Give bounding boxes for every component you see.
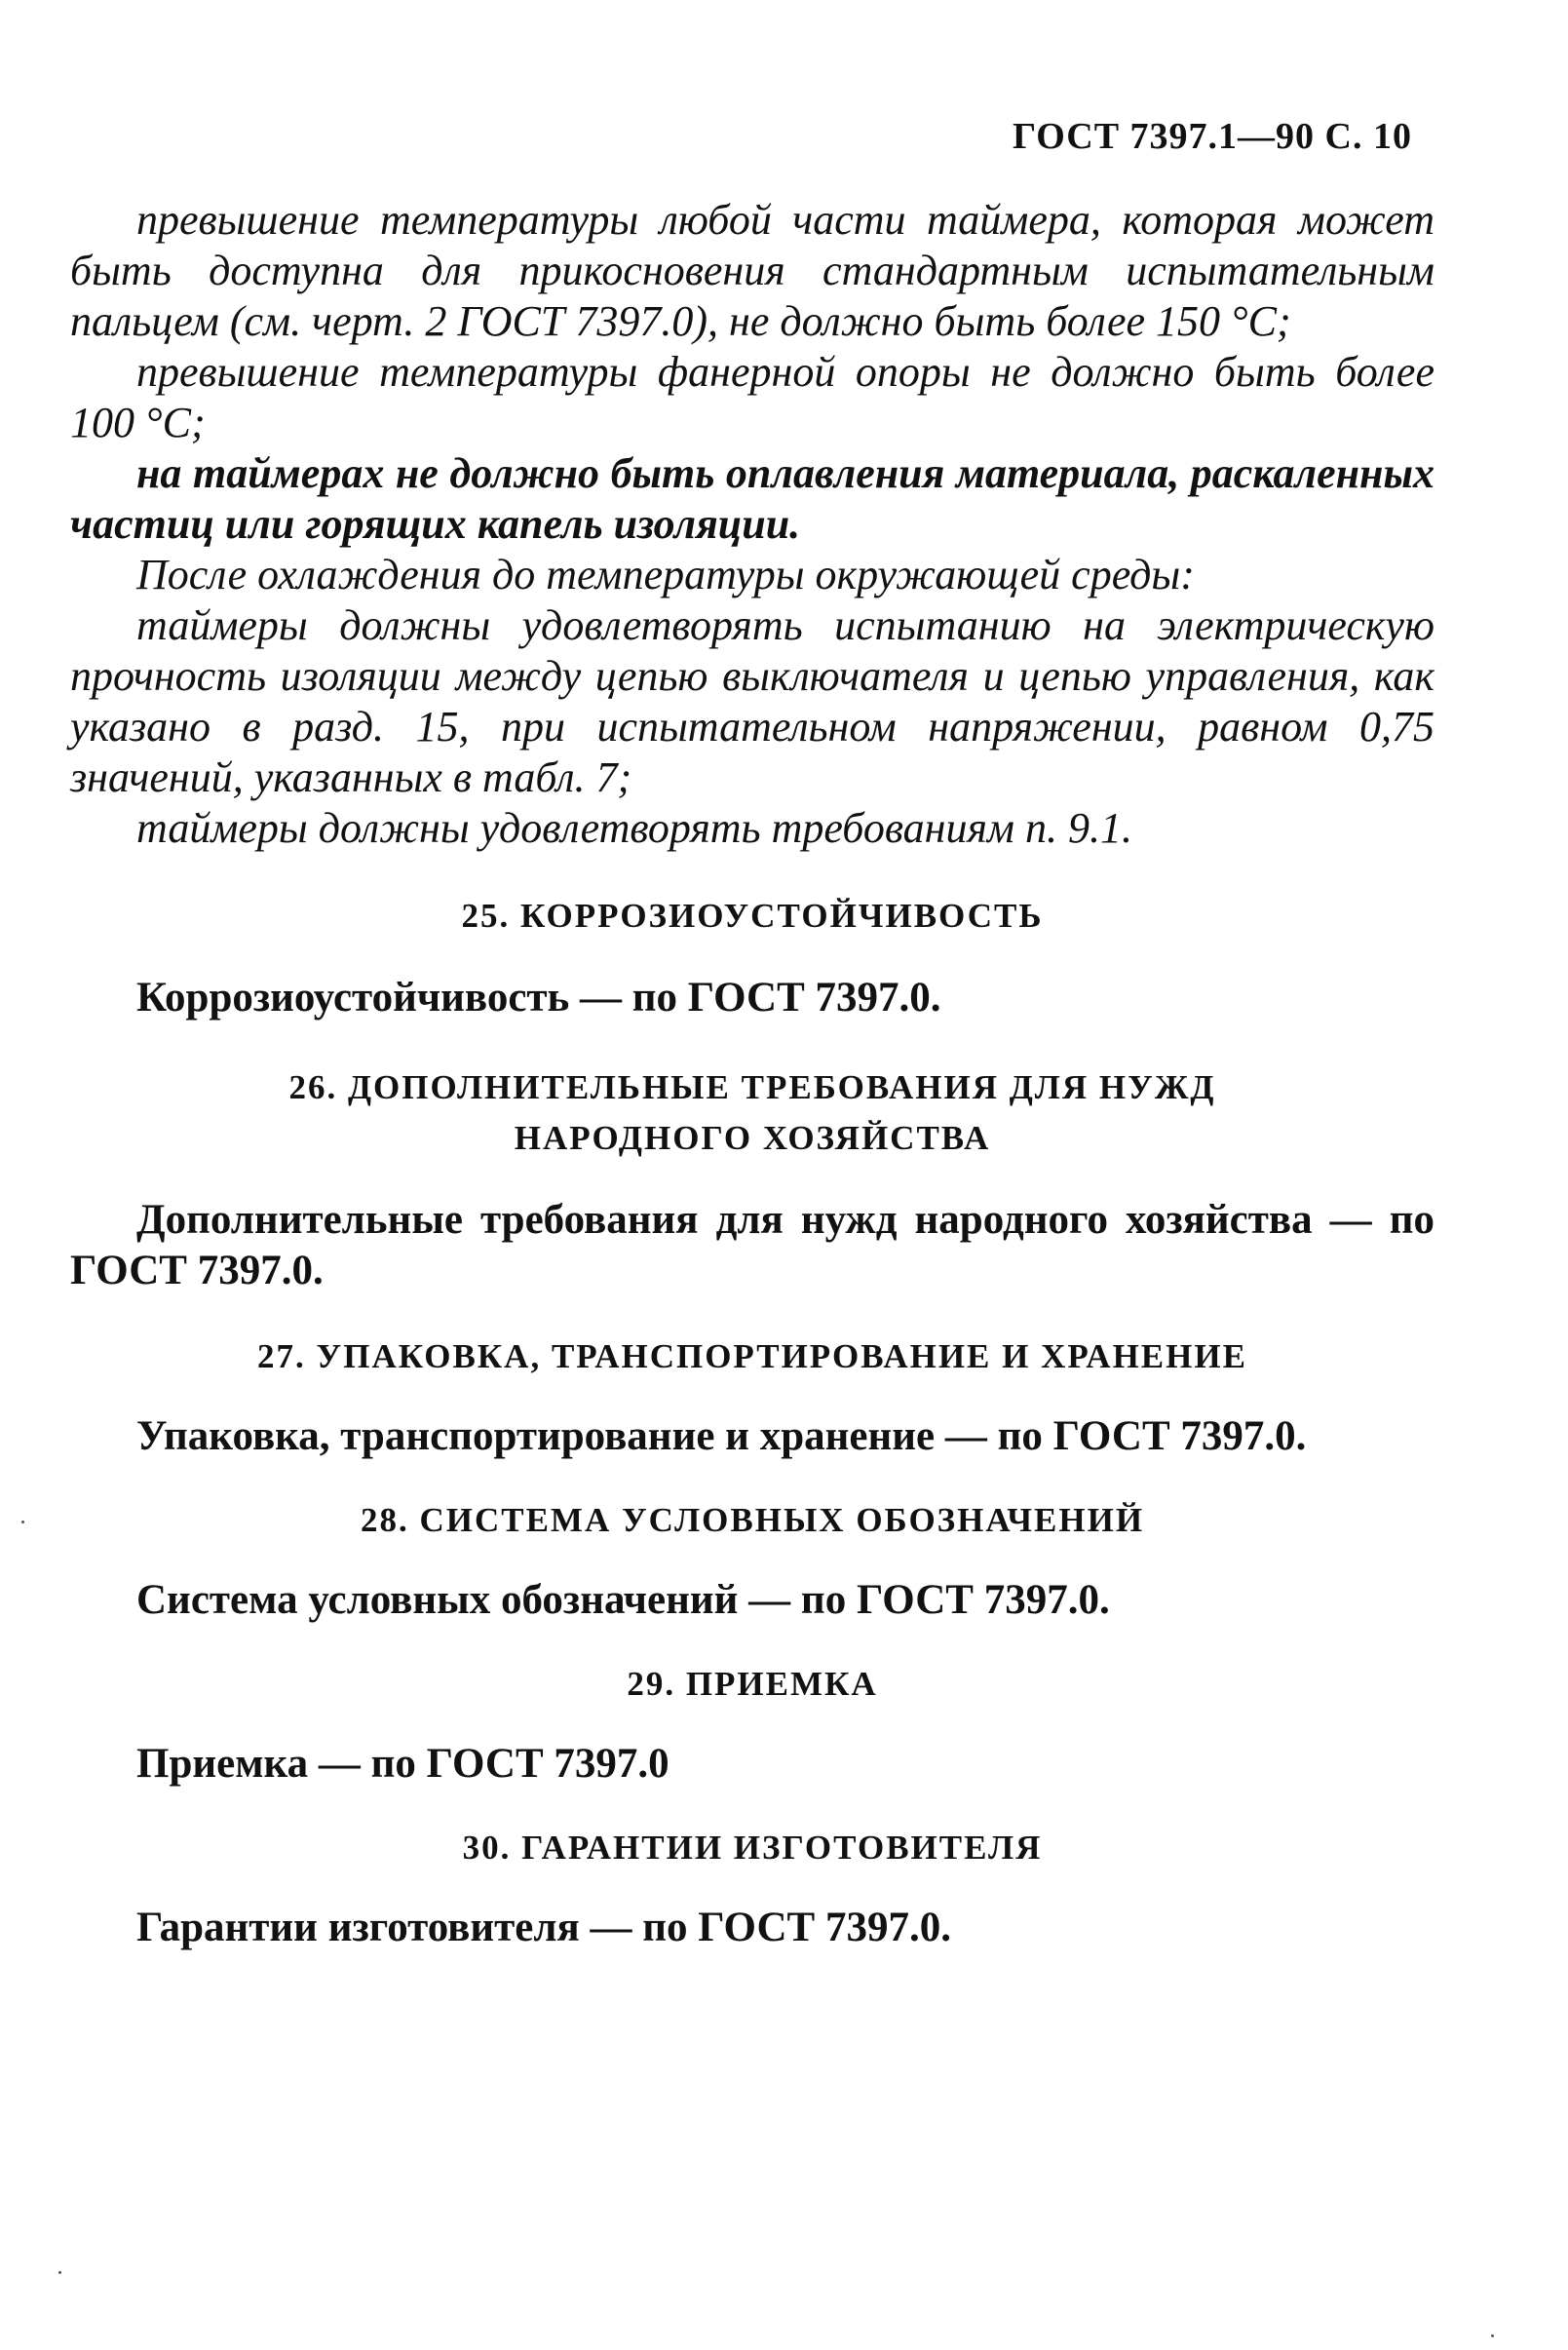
scan-speck (21, 1521, 24, 1523)
intro-paragraph-4: После охлаждения до температуры окружающей среды: (136, 551, 1195, 598)
section-heading-29: 29. ПРИЕМКА (627, 1665, 878, 1703)
section-text-26: Дополнительные требования для нужд народного хозяйства — по ГОСТ 7397.0. (70, 1197, 1434, 1293)
intro-paragraph-5: таймеры должны удовлетворять испытанию на электрическую прочность изоляции между цепью выключателя и цепью управления, как указано в разд. 15, при испытательном напряжении, равном 0,75 значений, указанных в табл. 7; (70, 601, 1434, 801)
section-heading-27: 27. УПАКОВКА, ТРАНСПОРТИРОВАНИЕ И ХРАНЕНИЕ (257, 1337, 1247, 1375)
scan-speck (58, 2271, 61, 2274)
scan-speck (1491, 2334, 1494, 2337)
intro-paragraph-1: превышение температуры любой части таймера, которая может быть доступна для прикосновения стандартным испытательным пальцем (см. черт. 2 ГОСТ 7397.0), не должно быть более 150 °С; (70, 196, 1434, 345)
section-text-28: Система условных обозначений — по ГОСТ 7397.0. (136, 1577, 1110, 1623)
section-text-27: Упаковка, транспортирование и хранение — по ГОСТ 7397.0. (136, 1413, 1307, 1459)
section-text-29: Приемка — по ГОСТ 7397.0 (136, 1741, 669, 1787)
body-text (70, 195, 1434, 1953)
page-header: ГОСТ 7397.1—90 С. 10 (1013, 116, 1412, 157)
intro-paragraph-3: на таймерах не должно быть оплавления материала, раскаленных частиц или горящих капель изоляции. (70, 449, 1434, 548)
section-heading-25: 25. КОРРОЗИОУСТОЙЧИВОСТЬ (461, 897, 1044, 935)
intro-paragraph-2: превышение температуры фанерной опоры не должно быть более 100 °С; (70, 348, 1434, 446)
intro-paragraph-6: таймеры должны удовлетворять требованиям п. 9.1. (136, 804, 1133, 852)
section-heading-26: 26. ДОПОЛНИТЕЛЬНЫЕ ТРЕБОВАНИЯ ДЛЯ НУЖД НАРОДНОГО ХОЗЯЙСТВА (288, 1068, 1216, 1157)
section-heading-28: 28. СИСТЕМА УСЛОВНЫХ ОБОЗНАЧЕНИЙ (360, 1501, 1145, 1539)
section-text-30: Гарантии изготовителя — по ГОСТ 7397.0. (136, 1905, 951, 1950)
section-text-25: Коррозиоустойчивость — по ГОСТ 7397.0. (136, 975, 941, 1021)
section-heading-30: 30. ГАРАНТИИ ИЗГОТОВИТЕЛЯ (462, 1829, 1043, 1867)
